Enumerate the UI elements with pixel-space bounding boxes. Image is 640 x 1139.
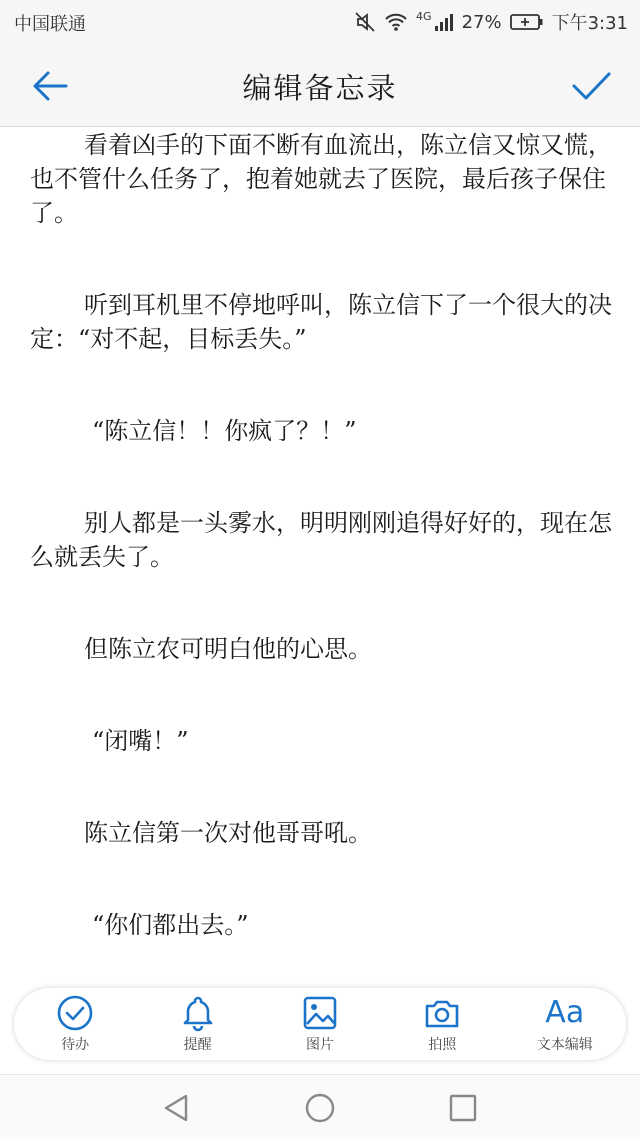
- image-icon: [301, 994, 339, 1032]
- note-paragraph: 看着凶手的下面不断有血流出，陈立信又惊又慌，也不管什么任务了，抱着她就去了医院，最后孩子保住了。: [30, 131, 612, 227]
- reminder-label: 提醒: [183, 1037, 212, 1053]
- mute-icon: [354, 11, 376, 33]
- clock: 下午3:31: [551, 13, 628, 34]
- reminder-button[interactable]: [143, 994, 253, 1054]
- text-format-label: 文本编辑: [536, 1037, 593, 1053]
- camera-button[interactable]: [387, 994, 497, 1054]
- text-format-icon: Aa: [545, 995, 585, 1030]
- back-triangle-icon: [160, 1110, 194, 1129]
- status-icons: [354, 9, 628, 35]
- bell-icon: [179, 994, 217, 1032]
- checkmark-icon: [570, 91, 612, 110]
- image-label: 图片: [305, 1037, 334, 1053]
- carrier-name: 中国联通: [14, 14, 86, 35]
- camera-label: 拍照: [428, 1037, 457, 1053]
- network-type: 4G: [416, 9, 432, 23]
- note-paragraph: 别人都是一头雾水，明明刚刚追得好好的，现在怎么就丢失了。: [30, 509, 612, 571]
- nav-recents-button[interactable]: [446, 1091, 480, 1125]
- image-button[interactable]: [265, 994, 375, 1054]
- title-bar: [0, 44, 640, 127]
- nav-back-button[interactable]: [160, 1091, 194, 1125]
- camera-icon: [423, 994, 461, 1032]
- signal-icon: [434, 13, 454, 31]
- checkbox-circle-icon: [56, 994, 94, 1032]
- todo-label: 待办: [61, 1037, 90, 1053]
- note-paragraph: “陈立信！！你疯了？！”: [92, 417, 357, 445]
- note-paragraph: 听到耳机里不停地呼叫，陈立信下了一个很大的决定：“对不起，目标丢失。”: [30, 291, 612, 353]
- nav-home-button[interactable]: [303, 1091, 337, 1125]
- status-bar: [0, 0, 640, 44]
- wifi-icon: [384, 12, 408, 32]
- note-editor[interactable]: [30, 126, 615, 986]
- editor-toolbar: [14, 988, 626, 1060]
- note-paragraph: “你们都出去。”: [92, 911, 249, 939]
- battery-icon: [510, 13, 544, 31]
- page-title: 编辑备忘录: [242, 71, 398, 105]
- recents-square-icon: [446, 1110, 480, 1129]
- text-format-button[interactable]: [510, 994, 620, 1054]
- todo-button[interactable]: [20, 994, 130, 1054]
- note-paragraph: 但陈立农可明白他的心思。: [84, 635, 372, 663]
- battery-percent: 27%: [461, 11, 502, 33]
- home-circle-icon: [303, 1110, 337, 1129]
- note-paragraph: “闭嘴！”: [92, 727, 189, 755]
- system-nav-bar: [0, 1074, 640, 1139]
- confirm-button[interactable]: [570, 66, 612, 106]
- note-paragraph: 陈立信第一次对他哥哥吼。: [84, 819, 372, 847]
